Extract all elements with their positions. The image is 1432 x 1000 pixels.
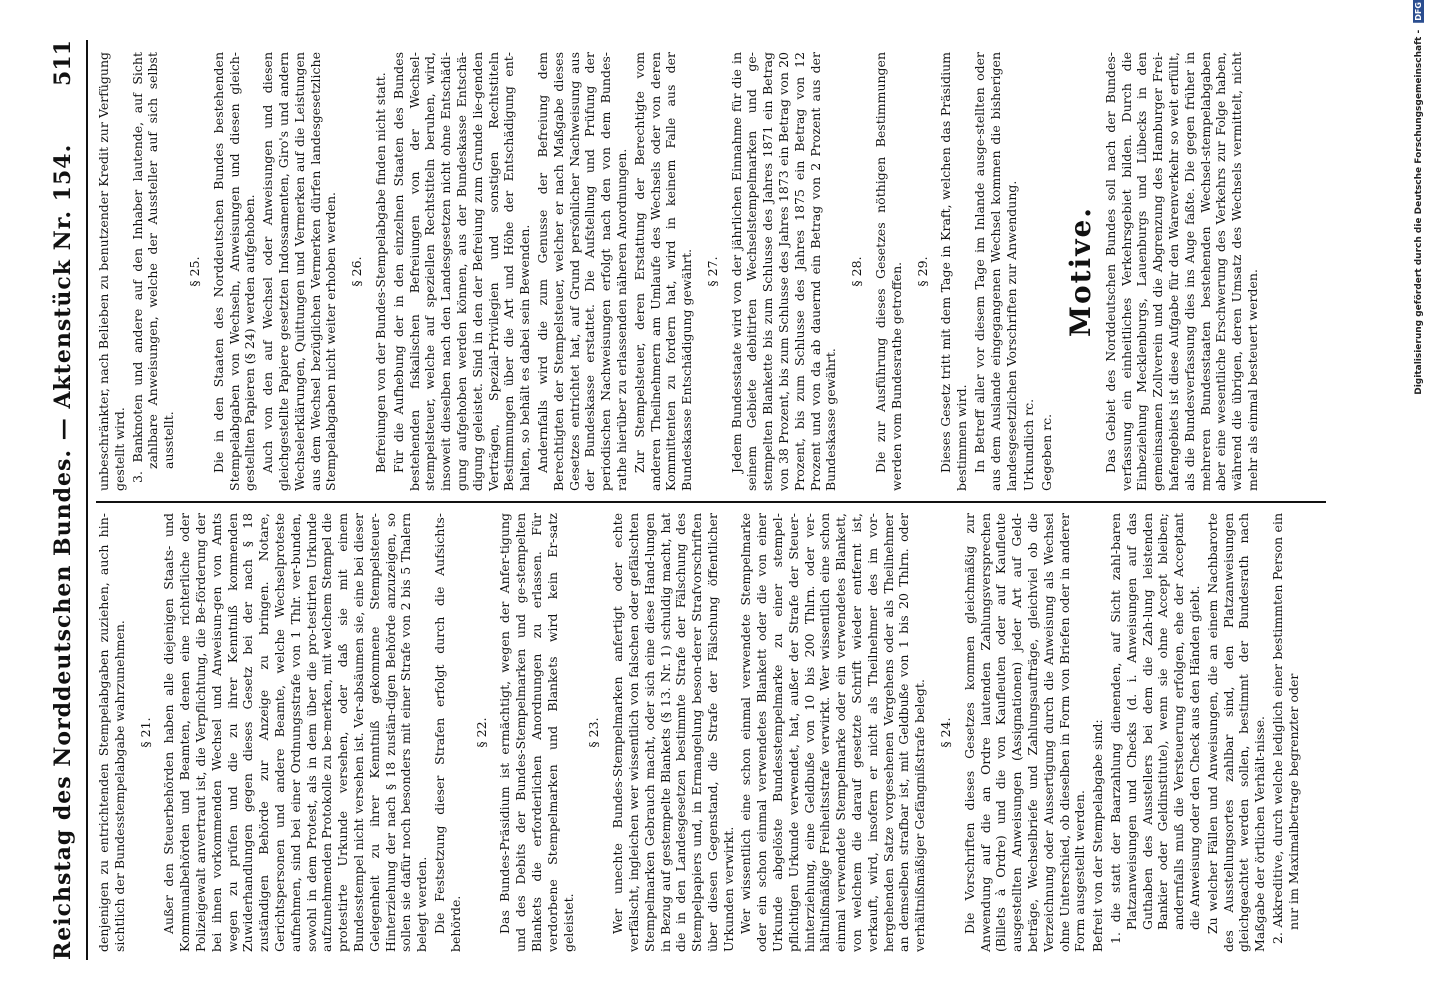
paragraph: Das Bundes-Präsidium ist ermächtigt, wegen der Anfer-tigung und des Debits der Bundes-Stempelmarken und ge-stempelten Blankets die erforderlichen Anordnungen zu erlassen. Für verdorbene Stempelmarken und Blankets wird kein Er-satz geleistet. xyxy=(497,513,576,952)
column-divider xyxy=(96,501,1326,503)
section-heading: § 24. xyxy=(938,717,954,748)
section-heading: § 22. xyxy=(473,717,489,748)
credit-text xyxy=(1413,0,1424,413)
paragraph: Urkundlich rc. xyxy=(1021,398,1037,491)
paragraph: Wer wissentlich eine schon einmal verwendete Stempelmarke oder ein schon einmal verwendetes Blankett oder die von einer Urkunde abgelöste Bundesstempelmarke zu einer stempel-pflichtigen Urkunde verwendet, hat, außer der Strafe der Steuer-hinterziehung, eine Geldbuße von 10 bis 200 Thlrn. oder ver-hältnißmäßige Freiheitsstrafe verwirkt. Wer wissentlich eine schon einmal verwendete Stempelmarke oder ein verwendetes Blankett, von welchem die darauf gesetzte Schrift wieder entfernt ist, verkauft, wird, insofern er nicht als Theilnehmer des im vor-hergehenden Satze vorgesehenen Vergehens oder als Theilnehmer an demselben strafbar ist, mit Geldbuße von 1 bis 20 Thlrn. oder verhältnißmäßiger Gefängnißstrafe belegt. xyxy=(738,513,928,952)
credit-label: Digitalisierung gefördert durch die Deutsche Forschungsgemeinschaft - xyxy=(1413,29,1424,395)
paragraph: Andernfalls wird die zum Genusse der Befreiung dem Berechtigten der Stempelsteuer, welcher er nach Maßgabe dieses Gesetzes entrichtet hat, auf Grund persönlicher Nachweisung aus der Bundeskasse erstattet. Die Aufstellung und Prüfung der periodischen Nachweisungen erfolgt nach den von dem Bundes-rathe hierüber zu erlassenden näheren Anordnungen. xyxy=(534,52,629,491)
paragraph: denjenigen zu entrichtenden Stempelabgaben zuziehen, auch hin-sichtlich der Bundesstempelabgabe wahrzunehmen. xyxy=(96,513,127,952)
paragraph: Befreiungen von der Bundes-Stempelabgabe finden nicht statt. xyxy=(372,72,388,473)
paragraph: Jedem Bundesstaate wird von der jährlichen Einnahme für die in seinem Gebiete debitirten Wechselstempelmarken und ge-stempelten Blankette bis zum Schlusse des Jahres 1871 ein Betrag von 38 Prozent, bis zum Schlusse des Jahres 1873 ein Betrag von 20 Prozent, bis zum Schlusse des Jahres 1875 ein Betrag von 12 Prozent und von da ab dauernd ein Betrag von 2 Prozent aus der Bundeskasse gewährt. xyxy=(728,52,839,491)
paragraph: Die in den Staaten des Norddeutschen Bundes bestehenden Stempelabgaben von Wechseln, Anweisungen und diesen gleich-gestellten Papieren (§ 24) werden aufgehoben. xyxy=(210,52,258,491)
motive-heading: Motive. xyxy=(1064,205,1098,338)
paragraph: Außer den Steuerbehörden haben alle diejenigen Staats- und Kommunalbehörden und Beamten, denen eine richterliche oder Polizeigewalt anvertraut ist, die Verpflichtung, die Be-förderung der bei ihnen vorkommenden Wechsel und Anweisun-gen von Amts wegen zu prüfen und die zu ihrer Kenntniß kommenden Zuwiderhandlungen gegen dieses Gesetz bei der nach § 18 zuständigen Behörde zur Anzeige zu bringen. Notare, Gerichtspersonen und andere Beamte, welche Wechselproteste aufnehmen, sind bei einer Ordnungsstrafe von 1 Thlr. ver-bunden, sowohl in dem Protest, als in dem über die pro-testirten Urkunde aufzunehmenden Protokolle zu be-merken, mit welchem Stempel die protestirte Urkunde versehen, oder daß sie mit einem Bundesstempel nicht versehen ist. Ver-absäumen sie, eine bei dieser Gelegenheit zu ihrer Kenntniß gekommene Stempelsteuer-Hinterziehung der nach § 18 zustän-digen Behörde anzuzeigen, so sollen sie dafür noch besonders mit einer Strafe von 2 bis 5 Thalern belegt werden. xyxy=(161,513,430,952)
text-columns xyxy=(96,40,1326,960)
section-heading: § 29. xyxy=(914,256,930,287)
section-heading: § 28. xyxy=(849,256,865,287)
running-title: Reichstag des Norddeutschen Bundes. — Aktenstück Nr. 154. xyxy=(50,143,76,960)
paragraph: Zur Stempelsteuer, deren Erstattung der Berechtigte vom anderen Theilnehmern am Umlaufe des Wechsels oder von deren Kommittenten zu fordern hat, wird in keinem Falle aus der Bundeskasse Entschädigung gewährt. xyxy=(631,52,695,491)
section-heading: § 27. xyxy=(704,256,720,287)
list-item: 3. Banknoten und andere auf den Inhaber lautende, auf Sicht zahlbare Anweisungen, welche der Aussteller auf sich selbst ausstellt. xyxy=(129,52,177,483)
paragraph: unbeschränkter, nach Belieben zu benutzender Kredit zur Verfügung gestellt wird. xyxy=(96,52,127,491)
paragraph: Für die Aufhebung der in den einzelnen Staaten des Bundes bestehenden fiskalischen Befreiungen von der Wechsel-stempelsteuer, welche auf speziellen Rechtstiteln beruhen, wird, insoweit dieselben nach den Landesgesetzen nicht ohne Entschädi-gung aufgehoben werden können, aus der Bundeskasse Entschä-digung geleistet. Sind in den der Befreiung zum Grunde lie-genden Verträgen, Spezial-Privilegien und sonstigen Rechtstiteln Bestimmungen über die Art und Höhe der Entschädigung ent-halten, so behält es dabei sein Bewenden. xyxy=(390,52,533,491)
paragraph: Die Vorschriften dieses Gesetzes kommen gleichmäßig zur Anwendung auf die an Ordre lautenden Zahlungsversprechen (Billets à Ordre) und die von Kaufleuten oder auf Kaufleute ausgestellten Anweisungen (Assignationen) jeder Art auf Geld-beträge, Wechselbriefe und Zahlungsaufträge, gleichviel ob die Verzeichnung oder Aussertigung durch die Anweisung als Wechsel ohne Unterschied, ob dieselben in Form von Briefen oder in anderer Form ausgestellt werden. xyxy=(961,513,1088,952)
paragraph: Wer unechte Bundes-Stempelmarken anfertigt oder echte verfälscht, ingleichen wer wissentlich von falschen oder gefälschten Stempelmarken Gebrauch macht, oder sich eine diese Hand-lungen in Bezug auf gestempelte Blankets (§ 13. Nr. 1) schuldig macht, hat die in den Landesgesetzen bestimmte Strafe der Fälschung des Stempelpapiers und, in Ermangelung beson-derer Strafvorschriften über diesen Gegenstand, die Strafe der Fälschung öffentlicher Urkunden verwirkt. xyxy=(610,513,736,952)
page-header xyxy=(40,40,88,960)
paragraph: Das Gebiet des Norddeutschen Bundes soll nach der Bundes-verfassung ein einheitliches Verkehrsgebiet bilden. Durch die Einbeziehung Mecklenburgs, Lauenburgs und Lübecks in den gemeinsamen Zollverein und die Abgrenzung des Hamburger Frei-hafengebiets ist diese Aufgabe für den Warenverkehr so weit erfüllt, als die Bundesverfassung dies ins Auge faßte. Die gegen früher in mehreren Bundesstaaten bestehenden Wechsel-stempelabgaben aber eine wesentliche Erschwerung des Verkehrs zur Folge haben, während die übrigen, deren Umsatz des Wechsels vermittelt, nicht mehr als einmal besteuert werden. xyxy=(1102,52,1260,491)
list-item: 1. die statt der Baarzahlung dienenden, auf Sicht zahl-baren Platzanweisungen und Checks (d. i. Anweisungen auf das Guthaben des Ausstellers bei dem die Zah-lung leistenden Bankier oder Geldinstitute), wenn sie ohne Accept bleiben; andernfalls muß die Versteuerung erfolgen, ehe der Acceptant die Anweisung oder den Check aus den Händen giebt. xyxy=(1108,513,1202,944)
dfg-logo: DFG xyxy=(1413,2,1423,21)
digitization-credit xyxy=(1404,0,1432,1000)
paragraph: Die zur Ausführung dieses Gesetzes nöthigen Bestimmungen werden vom Bundesrathe getroffen. xyxy=(873,52,904,491)
section-heading: § 23. xyxy=(586,717,602,748)
right-column xyxy=(96,44,1326,499)
list-item: 2. Akkreditive, durch welche lediglich einer bestimmten Person ein nur im Maximalbetrage begrenzter oder xyxy=(1269,513,1301,944)
paragraph: Die Festsetzung dieser Strafen erfolgt durch die Aufsichts-behörde. xyxy=(431,513,463,952)
section-heading: § 25. xyxy=(186,256,202,287)
section-heading: § 26. xyxy=(349,256,365,287)
left-column xyxy=(96,505,1326,960)
paragraph: In Betreff aller vor diesem Tage im Inlande ausge-stellten oder aus dem Auslande eingegangenen Wechsel kommen die bisherigen landesgesetzlichen Vorschriften zur Anwendung. xyxy=(972,52,1019,491)
page-number: 511 xyxy=(50,40,76,86)
paragraph: Auch von den auf Wechsel oder Anweisungen und diesen gleichgestellte Papiere gesetzten Indossamenten, Giro's und andern Wechselerklärungen, Quittungen und Vermerken auf die Leistungen aus dem Wechsel bezüglichen Vermerken dürfen landesgesetzliche Stempelabgaben nicht weiter erhoben werden. xyxy=(260,52,339,491)
paragraph: Zu welcher Fällen und Anweisungen, die an einem Nachbarorte des Ausstellungsortes zahlbar sind, den Platzanweisungen gleichgeachtet werden sollen, bestimmt der Bundesrath nach Maßgabe der örtlichen Verhält-nisse. xyxy=(1204,513,1268,952)
paragraph: Dieses Gesetz tritt mit dem Tage in Kraft, welchen das Präsidium bestimmen wird. xyxy=(938,52,970,491)
section-heading: § 21. xyxy=(137,717,153,748)
paragraph: Befreit von der Stempelabgabe sind: xyxy=(1090,719,1106,952)
paragraph: Gegeben rc. xyxy=(1039,413,1055,491)
